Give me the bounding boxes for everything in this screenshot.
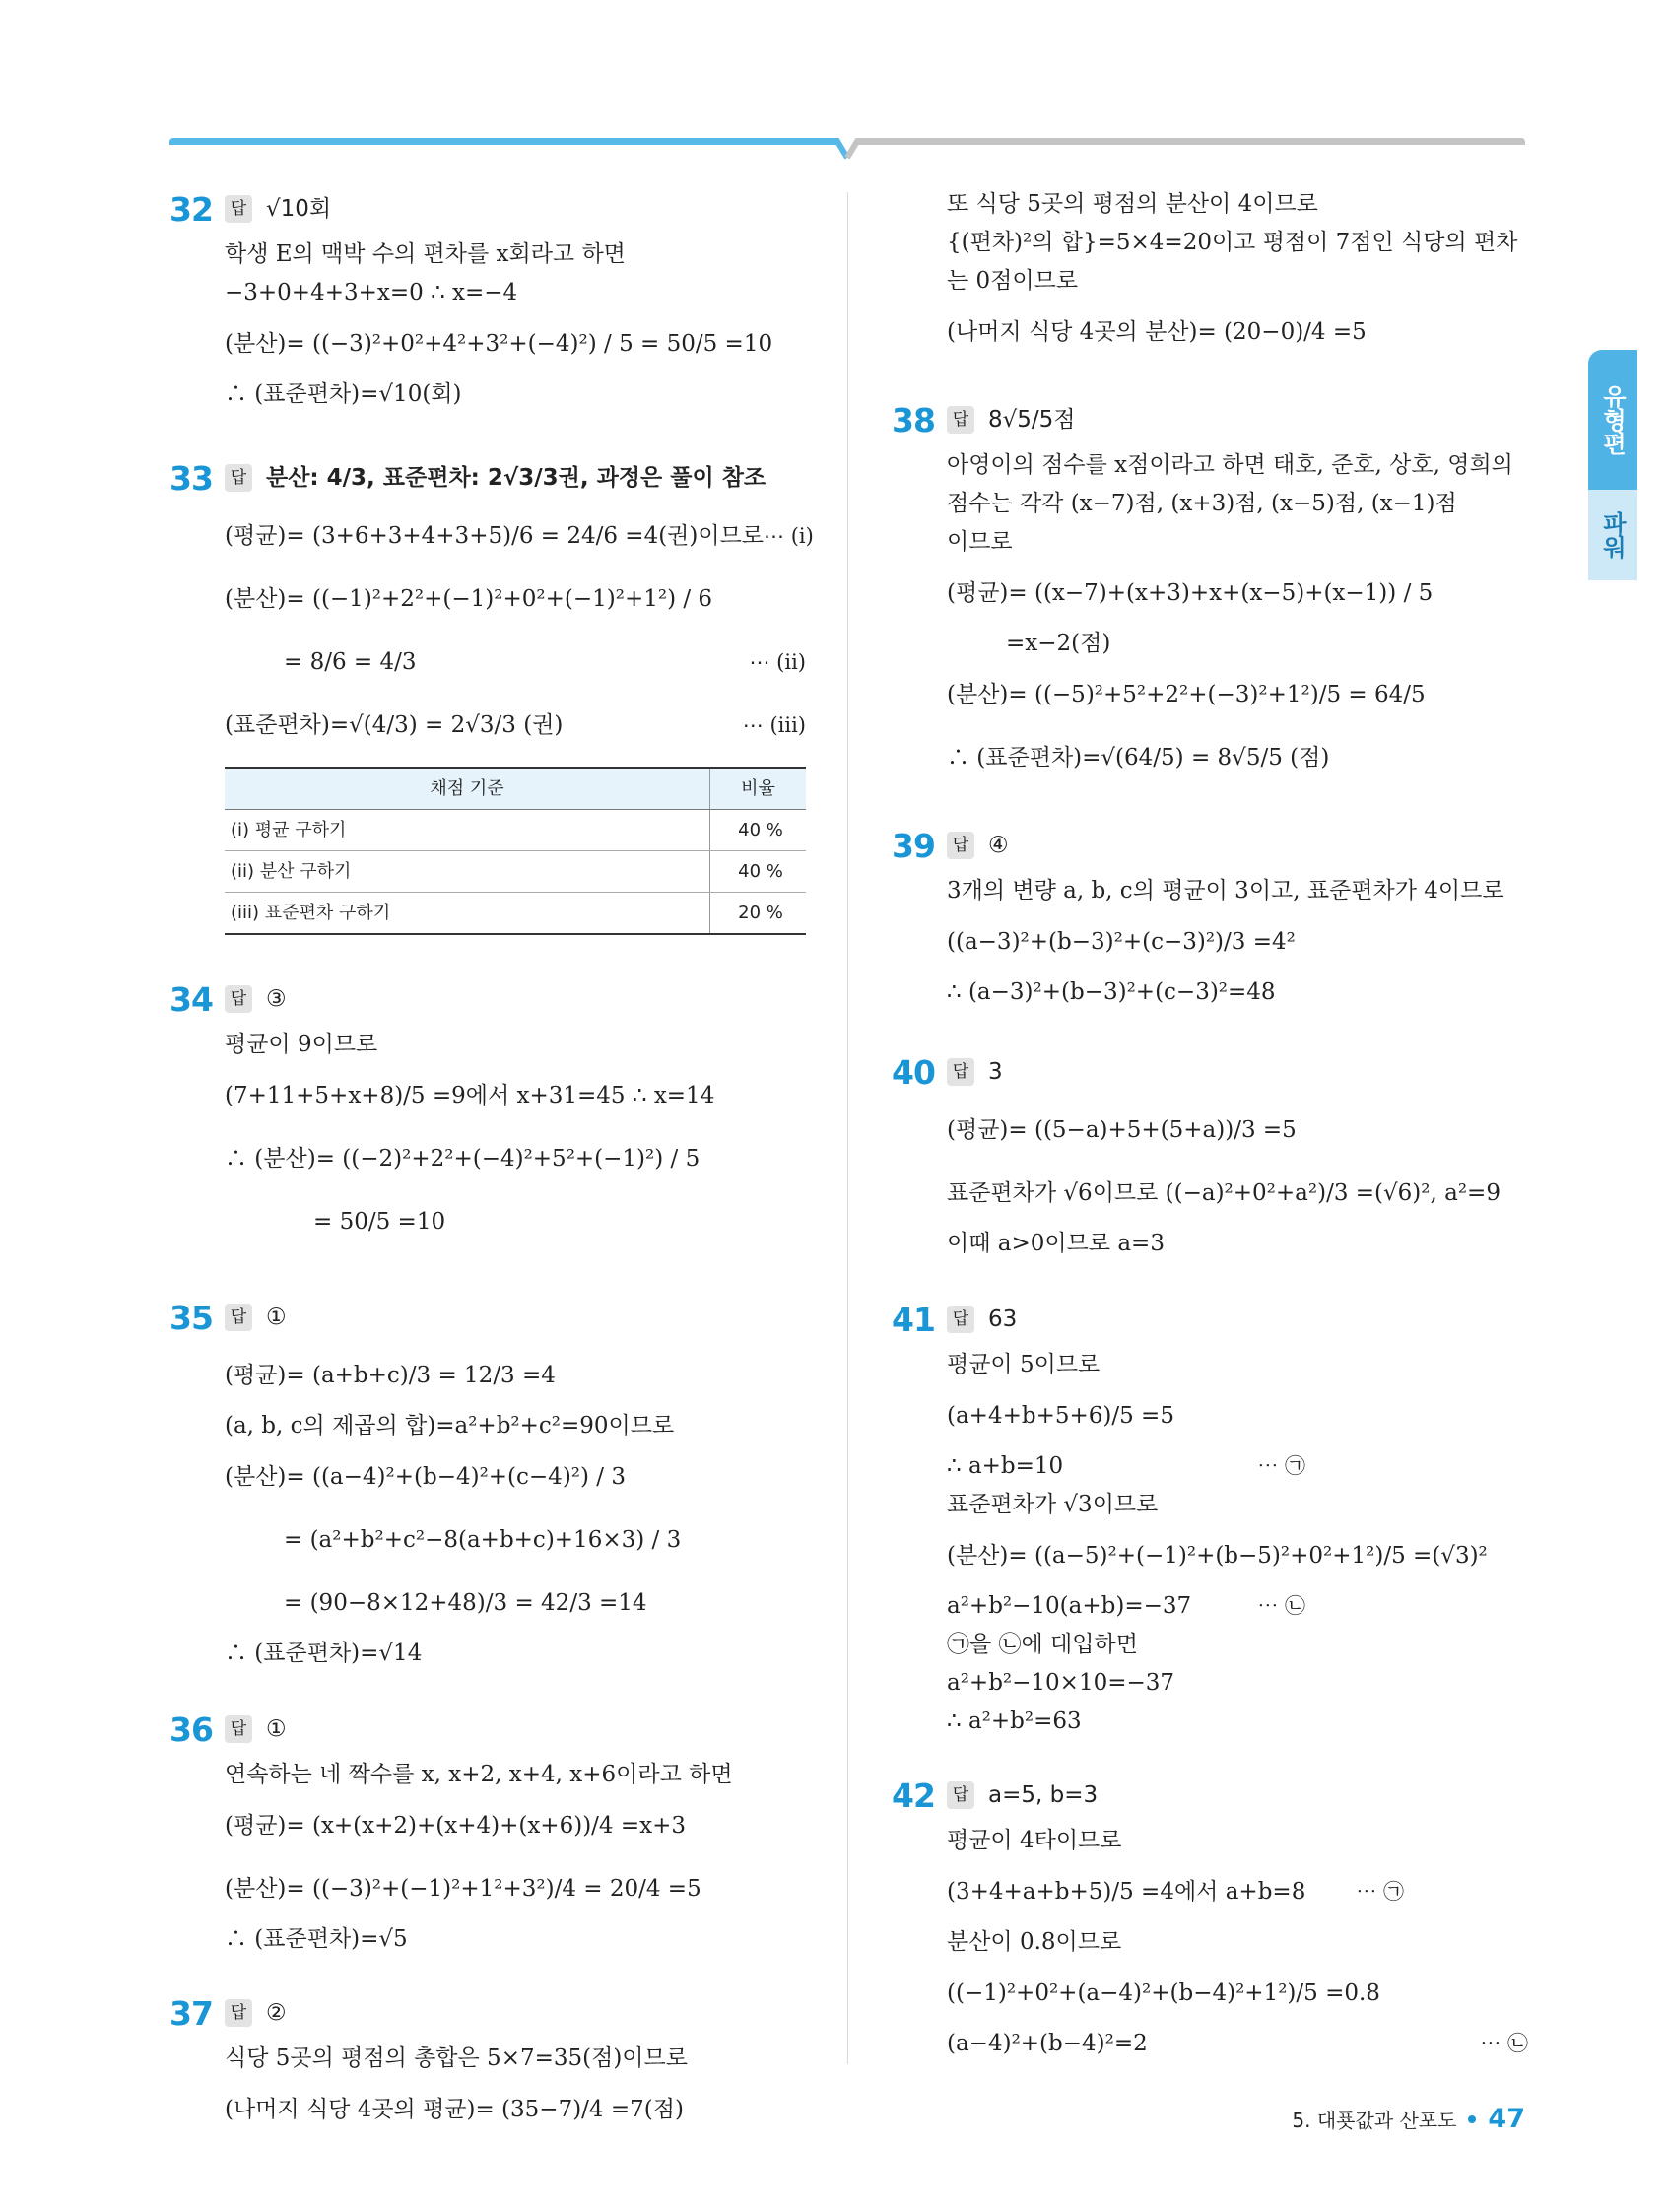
right-column xyxy=(892,185,1542,2083)
table-row xyxy=(225,851,806,893)
solution-line: 이므로 xyxy=(947,529,1013,555)
solution-line: 평균이 4타이므로 xyxy=(947,1828,1122,1853)
header-bar-right xyxy=(855,138,1525,145)
side-tab-type[interactable] xyxy=(1588,350,1637,490)
step-mark: ⋯ ㉠ xyxy=(1257,1454,1305,1478)
answer-text: 63 xyxy=(988,1306,1018,1332)
table-cell: 20 % xyxy=(710,893,807,935)
table-header: 비율 xyxy=(710,768,807,810)
solution-line: 연속하는 네 짝수를 x, x+2, x+4, x+6이라고 하면 xyxy=(225,1762,733,1787)
solution-line: (나머지 식당 4곳의 평균)= (35−7)/4 =7(점) xyxy=(225,2096,684,2122)
solution-line: ∴ (분산)= ((−2)²+2²+(−4)²+5²+(−1)²) / 5 xyxy=(225,1145,701,1172)
problem-39 xyxy=(892,819,1542,1012)
solution-line: 이때 a>0이므로 a=3 xyxy=(947,1231,1165,1256)
problem-41 xyxy=(892,1293,1542,1741)
answer-badge: 답 xyxy=(225,195,252,223)
problem-33 xyxy=(169,451,820,935)
solution-line: (나머지 식당 4곳의 분산)= (20−0)/4 =5 xyxy=(947,318,1367,345)
side-tab-type-label: 유형편 xyxy=(1598,384,1627,455)
solution-text: (표준편차)=√(4/3) = 2√3/3 (권) xyxy=(225,711,564,738)
page-footer xyxy=(1292,2104,1525,2134)
table-row xyxy=(225,893,806,935)
side-tab-power-label: 파워 xyxy=(1598,511,1627,559)
header-notch-icon xyxy=(835,138,859,162)
answer-badge: 답 xyxy=(947,1306,974,1333)
solution-line: 식당 5곳의 평점의 총합은 5×7=35(점)이므로 xyxy=(225,2045,688,2071)
solution-text: a²+b²−10(a+b)=−37 xyxy=(947,1593,1192,1619)
answer-text: 3 xyxy=(988,1058,1003,1085)
problem-number: 36 xyxy=(169,1709,213,1749)
solution-line: 표준편차가 √3이므로 xyxy=(947,1492,1159,1517)
problem-37-continued xyxy=(892,185,1542,364)
problem-number: 32 xyxy=(169,189,213,229)
solution-line: 평균이 5이므로 xyxy=(947,1352,1101,1377)
solution-line: −3+0+4+3+x=0 ∴ x=−4 xyxy=(225,280,518,305)
problem-38 xyxy=(892,393,1542,789)
solution-line xyxy=(225,694,820,757)
table-cell: (ii) 분산 구하기 xyxy=(225,851,710,893)
solution-line: 아영이의 점수를 x점이라고 하면 태호, 준호, 상호, 영희의 xyxy=(947,452,1513,478)
answer-text: ① xyxy=(266,1304,287,1330)
table-cell: (iii) 표준편차 구하기 xyxy=(225,893,710,935)
problem-number: 37 xyxy=(169,1993,213,2033)
solution-line: (a, b, c의 제곱의 합)=a²+b²+c²=90이므로 xyxy=(225,1413,675,1439)
step-mark: ⋯ (ii) xyxy=(749,649,806,674)
solution-line: ((a−3)²+(b−3)²+(c−3)²)/3 =4² xyxy=(947,928,1296,955)
solution-line: (분산)= ((−3)²+0²+4²+3²+(−4)²) / 5 = 50/5 =10 xyxy=(225,330,773,357)
solution-line: 또 식당 5곳의 평점의 분산이 4이므로 xyxy=(947,191,1318,217)
answer-badge: 답 xyxy=(947,832,974,859)
solution-line xyxy=(947,1860,1542,1923)
solution-line: {(편차)²의 합}=5×4=20이고 평점이 7점인 식당의 편차 xyxy=(947,230,1518,255)
solution-line: (분산)= ((−3)²+(−1)²+1²+3²)/4 = 20/4 =5 xyxy=(225,1875,701,1902)
solution-line: (평균)= (a+b+c)/3 = 12/3 =4 xyxy=(225,1362,556,1388)
solution-line xyxy=(947,2025,1542,2063)
solution-line: 평균이 9이므로 xyxy=(225,1032,378,1057)
solution-line: 표준편차가 √6이므로 ((−a)²+0²+a²)/3 =(√6)², a²=9 xyxy=(947,1179,1501,1206)
solution-line: 분산이 0.8이므로 xyxy=(947,1929,1122,1955)
solution-line: = (a²+b²+c²−8(a+b+c)+16×3) / 3 xyxy=(284,1526,682,1553)
solution-line: (분산)= ((a−4)²+(b−4)²+(c−4)²) / 3 xyxy=(225,1463,626,1490)
solution-line: 는 0점이므로 xyxy=(947,268,1079,294)
side-tab-power[interactable] xyxy=(1588,490,1637,580)
solution-line xyxy=(947,1587,1542,1626)
left-column xyxy=(169,182,820,2161)
solution-line: (평균)= ((x−7)+(x+3)+x+(x−5)+(x−1)) / 5 xyxy=(947,579,1434,606)
column-divider xyxy=(847,192,848,2064)
solution-text: (a−4)²+(b−4)²=2 xyxy=(947,2031,1148,2056)
solution-line: (분산)= ((a−5)²+(−1)²+(b−5)²+0²+1²)/5 =(√3)² xyxy=(947,1542,1488,1569)
answer-badge: 답 xyxy=(225,1715,252,1743)
table-cell: 40 % xyxy=(710,851,807,893)
solution-line xyxy=(225,631,820,694)
answer-text: √10회 xyxy=(266,195,332,222)
answer-badge: 답 xyxy=(225,464,252,492)
problem-32 xyxy=(169,182,820,414)
answer-text: a=5, b=3 xyxy=(988,1781,1099,1808)
solution-line: 점수는 각각 (x−7)점, (x+3)점, (x−5)점, (x−1)점 xyxy=(947,491,1457,516)
table-header: 채점 기준 xyxy=(225,768,710,810)
problem-number: 42 xyxy=(892,1776,935,1815)
solution-line: (평균)= (x+(x+2)+(x+4)+(x+6))/4 =x+3 xyxy=(225,1812,687,1839)
answer-badge: 답 xyxy=(947,1781,974,1809)
problem-number: 38 xyxy=(892,400,935,439)
problem-36 xyxy=(169,1703,820,1959)
problem-number: 39 xyxy=(892,826,935,865)
solution-line: =x−2(점) xyxy=(1006,631,1111,656)
solution-line xyxy=(225,504,820,568)
solution-line: (a+4+b+5+6)/5 =5 xyxy=(947,1402,1174,1429)
table-row xyxy=(225,810,806,851)
solution-line: ∴ a²+b²=63 xyxy=(947,1709,1082,1734)
problem-number: 33 xyxy=(169,458,213,498)
chapter-title: 5. 대푯값과 산포도 xyxy=(1292,2109,1457,2132)
answer-badge: 답 xyxy=(225,1304,252,1331)
step-mark: ⋯ ㉡ xyxy=(1480,2032,1528,2055)
solution-line: ∴ (표준편차)=√(64/5) = 8√5/5 (점) xyxy=(947,744,1330,771)
step-mark: ⋯ (iii) xyxy=(742,712,806,737)
solution-line: = 50/5 =10 xyxy=(313,1208,446,1235)
problem-34 xyxy=(169,972,820,1253)
solution-text: ∴ a+b=10 xyxy=(947,1453,1064,1479)
solution-line: ((−1)²+0²+(a−4)²+(b−4)²+1²)/5 =0.8 xyxy=(947,1979,1380,2006)
answer-badge: 답 xyxy=(225,1999,252,2027)
solution-text: (평균)= (3+6+3+4+3+5)/6 = 24/6 =4(권)이므로 xyxy=(225,522,765,549)
solution-line: (분산)= ((−5)²+5²+2²+(−3)²+1²)/5 = 64/5 xyxy=(947,681,1426,707)
answer-badge: 답 xyxy=(225,985,252,1013)
answer-text: ① xyxy=(266,1715,287,1742)
solution-line: ∴ (표준편차)=√5 xyxy=(225,1926,408,1952)
solution-line: = (90−8×12+48)/3 = 42/3 =14 xyxy=(284,1589,647,1616)
solution-line: (7+11+5+x+8)/5 =9에서 x+31=45 ∴ x=14 xyxy=(225,1082,715,1108)
solution-line: a²+b²−10×10=−37 xyxy=(947,1670,1175,1696)
answer-badge: 답 xyxy=(947,1058,974,1086)
answer-text: ④ xyxy=(988,832,1009,858)
solution-line: 학생 E의 맥박 수의 편차를 x회라고 하면 xyxy=(225,241,626,267)
solution-line xyxy=(947,1447,1542,1486)
step-mark: ⋯ ㉡ xyxy=(1257,1594,1305,1618)
answer-text: ③ xyxy=(266,985,287,1012)
solution-line: 3개의 변량 a, b, c의 평균이 3이고, 표준편차가 4이므로 xyxy=(947,878,1504,904)
answer-text: 8√5/5점 xyxy=(988,406,1076,433)
step-mark: ⋯ (i) xyxy=(764,523,814,548)
solution-line: ∴ (표준편차)=√10(회) xyxy=(225,381,462,407)
solution-line: ㉠을 ㉡에 대입하면 xyxy=(947,1632,1138,1657)
problem-number: 35 xyxy=(169,1298,213,1337)
solution-text: (3+4+a+b+5)/5 =4에서 a+b=8 xyxy=(947,1878,1306,1905)
answer-text: ② xyxy=(266,1999,287,2026)
step-mark: ⋯ ㉠ xyxy=(1356,1879,1404,1904)
table-cell: 40 % xyxy=(710,810,807,851)
solution-line: (평균)= ((5−a)+5+(5+a))/3 =5 xyxy=(947,1116,1297,1143)
solution-line: ∴ (표준편차)=√14 xyxy=(225,1641,423,1666)
grading-table xyxy=(225,767,806,935)
problem-40 xyxy=(892,1045,1542,1263)
problem-number: 34 xyxy=(169,979,213,1019)
page-number: 47 xyxy=(1488,2104,1525,2134)
problem-37 xyxy=(169,1986,820,2141)
solution-text: = 8/6 = 4/3 xyxy=(284,648,417,675)
solution-line: ∴ (a−3)²+(b−3)²+(c−3)²=48 xyxy=(947,979,1276,1005)
answer-badge: 답 xyxy=(947,406,974,434)
problem-35 xyxy=(169,1291,820,1673)
table-cell: (i) 평균 구하기 xyxy=(225,810,710,851)
problem-number: 41 xyxy=(892,1300,935,1339)
problem-number: 40 xyxy=(892,1052,935,1092)
footer-dot-icon xyxy=(1468,2115,1476,2123)
solution-line: (분산)= ((−1)²+2²+(−1)²+0²+(−1)²+1²) / 6 xyxy=(225,585,713,612)
problem-42 xyxy=(892,1769,1542,2063)
header-bar-left xyxy=(169,138,839,145)
answer-text: 분산: 4/3, 표준편차: 2√3/3권, 과정은 풀이 참조 xyxy=(266,464,767,491)
